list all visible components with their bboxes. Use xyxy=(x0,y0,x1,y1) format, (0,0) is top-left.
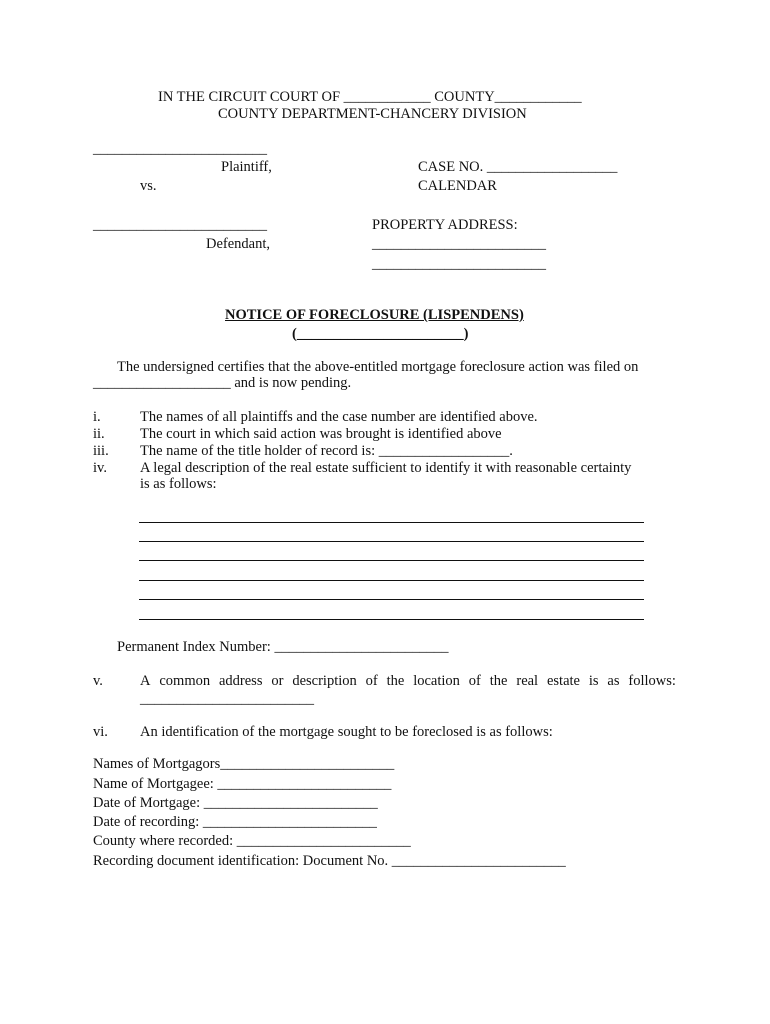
field-date-of-recording: Date of recording: ________________________ xyxy=(93,814,377,830)
item-v-word: follows: xyxy=(628,673,676,689)
legal-description-line xyxy=(139,522,644,523)
item-v-word: location xyxy=(413,673,460,689)
item-number: i. xyxy=(93,409,101,425)
item-v-word: the xyxy=(386,673,405,689)
item-v-blank: ________________________ xyxy=(140,691,314,707)
field-county-where-recorded: County where recorded: ________________________ xyxy=(93,833,411,849)
item-v-word: or xyxy=(271,673,284,689)
item-v-word: real xyxy=(516,673,539,689)
item-text: An identification of the mortgage sought to be foreclosed is as follows: xyxy=(140,724,553,740)
item-v-word: the xyxy=(489,673,508,689)
defendant-label: Defendant, xyxy=(206,236,271,252)
property-address-line-2: ________________________ xyxy=(372,256,546,272)
item-v-word: of xyxy=(468,673,481,689)
plaintiff-blank: ________________________ xyxy=(93,141,267,157)
field-names-of-mortgagors: Names of Mortgagors________________________ xyxy=(93,756,395,772)
item-number: ii. xyxy=(93,426,105,442)
legal-description-line xyxy=(139,599,644,600)
item-v-word: description xyxy=(292,673,357,689)
item-v-word: as xyxy=(607,673,620,689)
property-address-line-1: ________________________ xyxy=(372,236,546,252)
item-number: iii. xyxy=(93,443,109,459)
intro-line-2: ___________________ and is now pending. xyxy=(93,375,352,391)
item-v-word: is xyxy=(588,673,599,689)
item-v-word: A xyxy=(140,673,151,689)
item-v-word: of xyxy=(365,673,378,689)
item-v-word: estate xyxy=(546,673,580,689)
calendar-label: CALENDAR xyxy=(418,178,497,194)
court-header-line2: COUNTY DEPARTMENT-CHANCERY DIVISION xyxy=(218,106,527,122)
intro-line-1: The undersigned certifies that the above-entitled mortgage foreclosure action was filed on xyxy=(117,359,639,375)
notice-title: NOTICE OF FORECLOSURE (LISPENDENS) xyxy=(225,307,524,323)
item-v-word: address xyxy=(218,673,263,689)
item-text: The names of all plaintiffs and the case number are identified above. xyxy=(140,409,538,425)
field-name-of-mortgagee: Name of Mortgagee: ________________________ xyxy=(93,776,392,792)
legal-description-line xyxy=(139,560,644,561)
item-number: v. xyxy=(93,673,103,689)
legal-description-line xyxy=(139,580,644,581)
legal-description-line xyxy=(139,619,644,620)
defendant-blank: ________________________ xyxy=(93,217,267,233)
plaintiff-label: Plaintiff, xyxy=(221,159,272,175)
item-text: The court in which said action was brought is identified above xyxy=(140,426,502,442)
item-v-text xyxy=(140,674,676,689)
legal-description-line xyxy=(139,541,644,542)
item-text: A legal description of the real estate sufficient to identify it with reasonable certainty xyxy=(140,460,632,476)
item-number: iv. xyxy=(93,460,107,476)
property-address-label: PROPERTY ADDRESS: xyxy=(372,217,518,233)
court-header-line1: IN THE CIRCUIT COURT OF ____________ COUNTY____________ xyxy=(158,89,582,105)
item-text-continued: is as follows: xyxy=(140,476,217,492)
field-date-of-mortgage: Date of Mortgage: ________________________ xyxy=(93,795,378,811)
item-text: The name of the title holder of record is: __________________. xyxy=(140,443,513,459)
field-recording-document-id: Recording document identification: Document No. ________________________ xyxy=(93,853,566,869)
notice-subtitle: (_______________________) xyxy=(292,326,469,342)
item-number: vi. xyxy=(93,724,108,740)
vs-label: vs. xyxy=(140,178,157,194)
case-number: CASE NO. __________________ xyxy=(418,159,618,175)
permanent-index-number: Permanent Index Number: ________________________ xyxy=(117,639,449,655)
item-v-word: common xyxy=(159,673,211,689)
